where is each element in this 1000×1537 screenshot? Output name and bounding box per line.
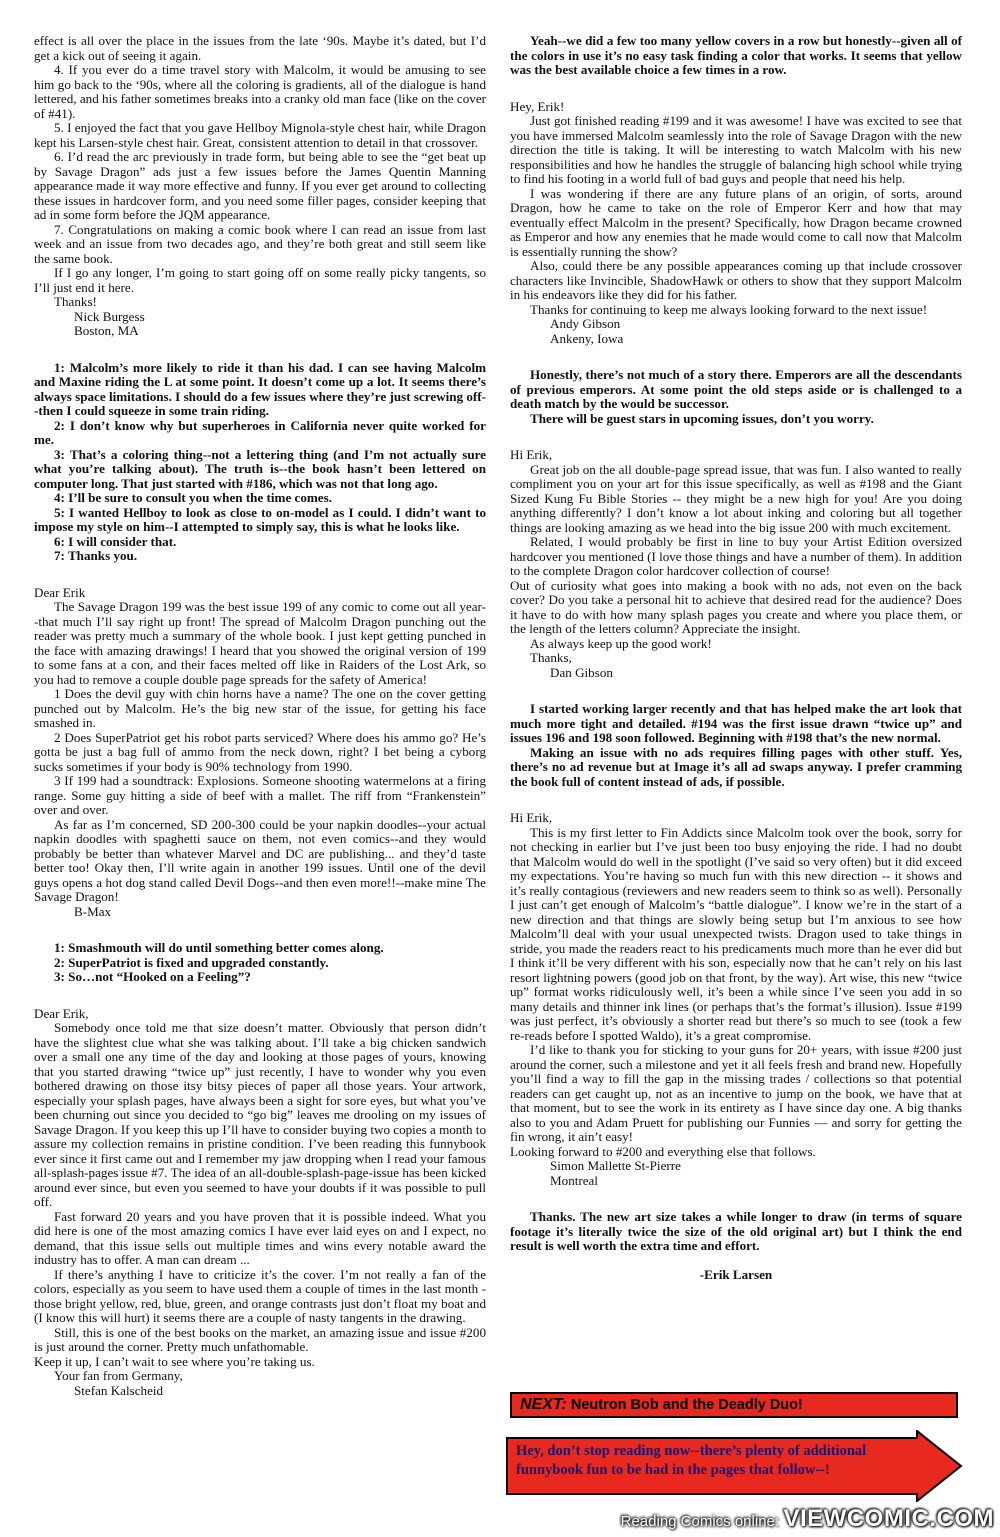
letter-paragraph: Keep it up, I can’t wait to see where you’re taking us. <box>34 1353 315 1369</box>
letter-location: Boston, MA <box>74 323 139 338</box>
letter-greeting: Hi Erik, <box>510 810 553 825</box>
right-column <box>510 34 962 1283</box>
letter-paragraph: The Savage Dragon 199 was the best issue 199 of any comic to come out all year--that much I’ll say right up front! The spread of Malcolm Dragon punching out the reader was pretty much a summary of the whole book. I just kept getting punched in the face with amazing drawings! I heard that you showed the original version of 199 to some fans at a con, and their faces melted off like in Raiders of the Lost Ark, so you had to remove a couple double page spreads for the safety of America! <box>34 599 486 687</box>
letter-paragraph: As far as I’m concerned, SD 200-300 could be your napkin doodles--your actual napkin doodles with spaghetti sauce on them, not even comics--and they would probably be better than whatever Marvel and DC are publishing... and they’d taste better too! Okay then, I’ll write again in another 199 issues. Until one of the devil guys opens a hot dog stand called Devil Dogs--and then even more!!--make mine The Savage Dragon! <box>34 816 486 904</box>
letter-signature: Dan Gibson <box>550 664 613 680</box>
editor-reply: 2: I don’t know why but superheroes in California never quite worked for me. <box>34 417 486 447</box>
letter-signature: Simon Mallette St-Pierre <box>550 1158 681 1173</box>
letter-paragraph: Just got finished reading #199 and it was awesome! I have was excited to see that you have immersed Malcolm seamlessly into the role of Savage Dragon with the new direction the title is taking. It will be interesting to watch Malcolm with his new responsibilities and how he handles the struggle of balancing high school while trying to find his footing in a world full of bad guys and people that need his help. <box>510 113 962 186</box>
editor-reply: 1: Smashmouth will do until something better comes along. <box>54 940 384 955</box>
letter-paragraph: As always keep up the good work! <box>530 635 712 651</box>
letter-paragraph: Out of curiosity what goes into making a book with no ads, not even on the back cover? Do you take a personal hit to achieve that desired read for the audience? Does it have to do with how many splash pages you create and where you place them, or the length of the letters column? Appreciate the insight. <box>510 577 962 636</box>
letter-paragraph: 1 Does the devil guy with chin horns have a name? The one on the cover getting punched out by Malcolm. He’s the big new star of the issue, for getting his face smashed in. <box>34 686 486 730</box>
editor-reply: 2: SuperPatriot is fixed and upgraded constantly. <box>54 954 329 970</box>
continue-reading-text: Hey, don’t stop reading now--there’s plenty of additional funnybook fun to be had in the pages that follow--! <box>516 1443 867 1478</box>
letter-greeting: Dear Erik, <box>34 1005 89 1021</box>
editor-reply: Honestly, there’s not much of a story there. Emperors are all the descendants of previous emperors. At some point the old steps aside or is challenged to a death match by the would be successor. <box>510 367 962 411</box>
letter-greeting: Hey, Erik! <box>510 98 565 114</box>
letter-paragraph: Thanks for continuing to keep me always looking forward to the next issue! <box>530 301 928 317</box>
next-issue-banner <box>510 1392 958 1418</box>
letter-paragraph: If I go any longer, I’m going to start going off on some really picky tangents, so I’ll just end it here. <box>34 265 486 295</box>
editor-reply: 6: I will consider that. <box>54 533 177 549</box>
editor-reply: Thanks. The new art size takes a while longer to draw (in terms of square footage it’s literally twice the size of the old original art) but I think the end result is well worth the extra time and effort. <box>510 1209 962 1253</box>
letter-paragraph: Looking forward to #200 and everything else that follows. <box>510 1143 816 1159</box>
editor-reply: 7: Thanks you. <box>54 548 138 563</box>
letter-paragraph: I’d like to thank you for sticking to your guns for 20+ years, with issue #200 just around the corner, such a milestone and yet it all feels fresh and brand new. Hopefully you’ll find a way to fill the gap in the missing trades / collections so that potential readers can get caught up, not as an incentive to jump on the book, we have that at that moment, but to see the work in its entirety as I have since day one. A big thanks also to you and Adam Pruett for publishing our Funnies — and sorry for getting the fin wrong, it ain’t easy! <box>510 1042 962 1144</box>
letter-paragraph: Still, this is one of the best books on the market, an amazing issue and issue #200 is just around the corner. Pretty much unfathomable. <box>34 1324 486 1354</box>
editor-reply: 3: That’s a coloring thing--not a lettering thing (and I’m not actually sure what you’re talking about). The truth is--the book hasn’t been lettered on computer long. That just started with #186, which was not that long ago. <box>34 446 486 491</box>
editor-reply: I started working larger recently and that has helped make the art look that much more tight and detailed. #194 was the first issue drawn “twice up” and issues 196 and 198 soon followed. Beginning with #198 that’s the new normal. <box>510 701 962 745</box>
letter-closing: Thanks! <box>54 294 97 309</box>
letter-paragraph: Related, I would probably be first in line to buy your Artist Edition oversized hardcover you mentioned (I love those things and have a number of them). In addition to the complete Dragon color hardcover collection of course! <box>510 534 962 578</box>
editor-reply: 5: I wanted Hellboy to look as close to on-model as I could. I didn’t want to impose my style on him--I attempted to simply say, this is what he looks like. <box>34 504 486 534</box>
next-issue-title: Neutron Bob and the Deadly Duo! <box>570 1397 803 1413</box>
letter-greeting: Dear Erik <box>34 584 86 600</box>
letter-paragraph: 3 If 199 had a soundtrack: Explosions. Someone shooting watermelons at a firing range. Some guy hitting a side of beef with a mallet. The riff from “Frankenstein” over and over. <box>34 773 486 817</box>
letter-paragraph: 6. I’d read the arc previously in trade form, but being able to see the “get beat up by Savage Dragon” ads just a few issues before the James Quentin Manning appearance made it way more effective and funny. If you ever get around to collecting these issues in hardcover form, and you need some filler pages, consider keeping that ad in some form before the JQM appearance. <box>34 149 486 222</box>
letter-paragraph: 7. Congratulations on making a comic book where I can read an issue from last week and an issue from two decades ago, and they’re both great and still seem like the same book. <box>34 221 486 266</box>
letter-paragraph: I was wondering if there are any future plans of an origin, of sorts, around Dragon, how he came to take on the role of Emperor Kerr and how that may eventually effect Malcolm in the present? Specifically, how Dragon became crowned as Emperor and how any enemies that he made would come to call now that Malcolm is essentially running the show? <box>510 185 962 259</box>
editor-signoff: -Erik Larsen <box>699 1267 773 1282</box>
letter-paragraph: Fast forward 20 years and you have proven that it is possible indeed. What you did here is one of the most amazing comics I have ever laid eyes on and I expect, no demand, that this issue sells out multiple times and wins every notable award the industry has to offer. A man can dream ... <box>34 1208 486 1267</box>
left-column <box>34 34 486 1398</box>
letter-closing: Your fan from Germany, <box>54 1368 183 1383</box>
watermark-caption: Reading Comics online: <box>620 1513 780 1530</box>
watermark-logo: VIEWCOMIC.COM <box>783 1505 994 1532</box>
letter-signature: Stefan Kalscheid <box>74 1382 164 1398</box>
next-label: NEXT: <box>520 1396 567 1413</box>
letter-closing: Thanks, <box>530 650 572 665</box>
letter-paragraph: Somebody once told me that size doesn’t matter. Obviously that person didn’t have the slightest clue what she was talking about. I’ll take a big chicken sandwich over a small one any time of the day and looking at those pages of yours, knowing that you started drawing “twice up” just recently, I have to wonder why you even bothered drawing on those itsy bitsy pieces of paper all those years. Your artwork, especially your splash pages, have always been a sight for sore eyes, but what you’ve been churning out since you decided to “go big” leaves me drooling on my issues of Savage Dragon. If you keep this up I’ll have to consider buying two copies a month to assure my collection remains in pristine condition. I’ve been reading this funnybook ever since it first came out and I remember my jaw dropping when I read your famous all-splash-pages issue #7. The idea of an all-double-splash-page-issue has been kicked around ever since, but even you seemed to have your doubts if it was possible to pull off. <box>34 1020 486 1209</box>
letter-paragraph: Great job on the all double-page spread issue, that was fun. I also wanted to really compliment you on your art for this issue specifically, as well as #198 and the Giant Sized Kung Fu Bible Stories -- they might be a new high for you! Are you doing anything differently? I don’t know a lot about inking and coloring but all together things are looking amazing as we head into the big issue 200 with much excitement. <box>510 461 962 535</box>
letter-paragraph: 5. I enjoyed the fact that you gave Hellboy Mignola-style chest hair, while Dragon kept his Larsen-style chest hair. Great, consistent attention to detail in that crossover. <box>34 120 486 150</box>
letter-paragraph: This is my first letter to Fin Addicts since Malcolm took over the book, sorry for not checking in earlier but I’ve just been too busy enjoying the ride. I had no doubt that Malcolm would do well in the spotlight (I’ve said so very often) but it did exceed my expectations. You’re having so much fun with this new direction -- it shows and it’s really contagious (reviewers and new readers seem to think so as well). Personally I just can’t get enough of Malcolm’s “battle dialogue”. I know we’re in the start of a new direction and that things are slowly being setup but I’m anxious to see how Malcolm’ll deal with your usual unexpected twists. Dragon used to take things in stride, you made the readers react to his predicaments much more than he ever did but I think it’ll be very different with his son, especially now that he can’t rely on his last resort lightning powers (good job on that front, by the way). Art wise, this new “twice up” format works ridiculously well, it’s been a while since I’ve seen you add in so many details and thinner ink lines (or perhaps that’s the format’s illusion). Issue #199 was just perfect, it’s obviously a shorter read but there’s so much to see (took a few re-reads before I spotted Waldo), it’s a great compromise. <box>510 824 962 1043</box>
letter-paragraph: If there’s anything I have to criticize it’s the cover. I’m not really a fan of the colors, especially as you seem to have used them a couple of times in the last month - those bright yellow, red, blue, green, and orange contrasts just don’t float my boat and (I know this will hurt) it seems there are a couple of nasty tangents in the drawing. <box>34 1266 486 1325</box>
editor-reply: 1: Malcolm’s more likely to ride it than his dad. I can see having Malcolm and Maxine riding the L at some point. It doesn’t come up a lot. It seems there’s always space limitations. I should do a few issues where they’re just screwing off--then I could squeeze in some train riding. <box>34 359 486 418</box>
letter-signature: B-Max <box>74 903 112 919</box>
letter-paragraph: 4. If you ever do a time travel story with Malcolm, it would be amusing to see him go back to the ‘90s, where all the coloring is gradients, all of the dialogue is hand lettered, and his father sometimes breaks into a cranky old man face (like on the cover of #41). <box>34 62 486 121</box>
editor-reply: Making an issue with no ads requires filling pages with other stuff. Yes, there’s no ad revenue but at Image it’s all ad swaps anyway. I prefer cramming the book full of content instead of ads, if possible. <box>510 744 962 789</box>
letter-greeting: Hi Erik, <box>510 447 553 462</box>
editor-reply: 3: So…not “Hooked on a Feeling”? <box>54 969 251 984</box>
letter-location: Montreal <box>550 1172 598 1188</box>
letter-location: Ankeny, Iowa <box>550 330 624 346</box>
editor-reply: 4: I’ll be sure to consult you when the time comes. <box>54 490 332 505</box>
letter-signature: Nick Burgess <box>74 308 145 324</box>
letter-signature: Andy Gibson <box>550 316 621 331</box>
editor-reply: Yeah--we did a few too many yellow covers in a row but honestly--given all of the colors in use it’s no easy task finding a color that works. It seems that yellow was the best available choice a few times in a row. <box>510 33 962 77</box>
letter-paragraph: Also, could there be any possible appearances coming up that include crossover characters like Invincible, ShadowHawk or others to show that they support Malcolm in his endeavors like they did for his father. <box>510 258 962 302</box>
site-watermark <box>621 1505 994 1533</box>
letter-paragraph: 2 Does SuperPatriot get his robot parts serviced? Where does his ammo go? He’s gotta be just a bag full of ammo from the neck down, right? I bet being a cyborg sucks sometimes if your body is 90% technology from 1990. <box>34 729 486 774</box>
letter-paragraph: effect is all over the place in the issues from the late ‘90s. Maybe it’s dated, but I’d get a kick out of seeing it again. <box>34 33 486 63</box>
editor-reply: There will be guest stars in upcoming issues, don’t you worry. <box>530 410 874 426</box>
